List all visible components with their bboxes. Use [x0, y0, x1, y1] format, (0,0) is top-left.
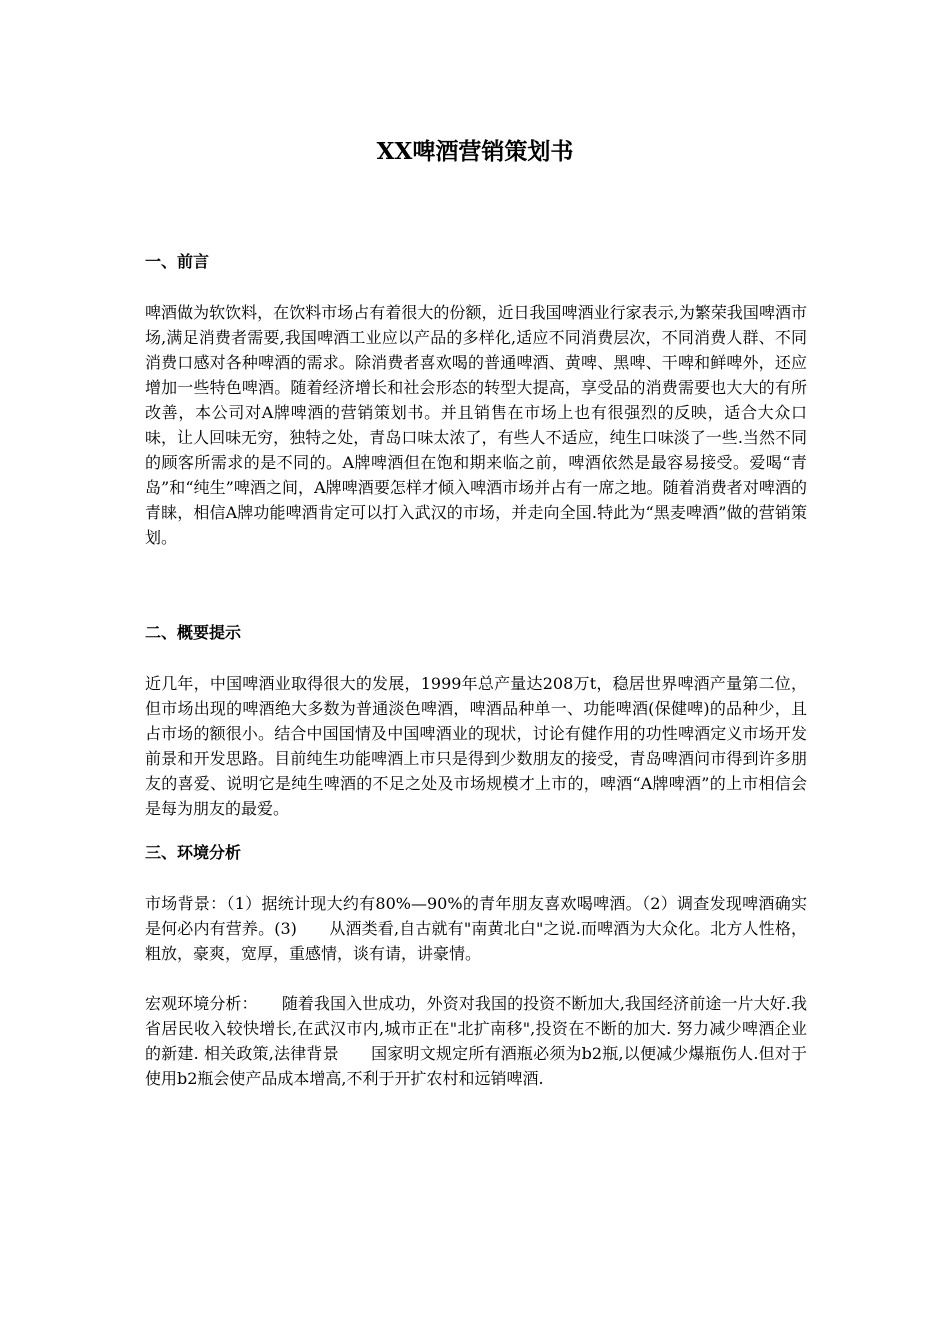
section-paragraph-market-background: 市场背景：（1）据统计现大约有80%—90%的青年朋友喜欢喝啤酒。（2）调查发现啤酒确实是何必内有营养。(3) 从酒类看,自古就有"南黄北白"之说.而啤酒为大众化。北方人性格，粗放，豪爽，宽厚，重感情，谈有请，讲豪情。: [145, 894, 807, 963]
section-heading-preface: 一、前言: [145, 252, 210, 271]
section-heading-environment: 三、环境分析: [145, 843, 242, 862]
section-paragraph-macro-environment: 宏观环境分析： 随着我国入世成功，外资对我国的投资不断加大,我国经济前途一片大好.我省居民收入较快增长,在武汉市内,城市正在"北扩南移",投资在不断的加大. 努力减少啤酒企业的新建. 相关政策,法律背景 国家明文规定所有酒瓶必须为b2瓶,以便减少爆瓶伤人.但对于使用b2瓶会使产品成本增高,不利于开扩农村和远销啤酒.: [145, 994, 807, 1088]
section-paragraph-summary: 近几年，中国啤酒业取得很大的发展，1999年总产量达208万t，稳居世界啤酒产量第二位，但市场出现的啤酒绝大多数为普通淡色啤酒，啤酒品种单一、功能啤酒(保健啤)的品种少，且占市场的额很小。结合中国国情及中国啤酒业的现状，讨论有健作用的功性啤酒定义市场开发前景和开发思路。目前纯生功能啤酒上市只是得到少数朋友的接受，青岛啤酒问市得到许多朋友的喜爱、说明它是纯生啤酒的不足之处及市场规模才上市的，啤酒“A牌啤酒”的上市相信会是每为朋友的最爱。: [145, 674, 807, 818]
document-body: [145, 250, 807, 1091]
section-paragraph-preface: 啤酒做为软饮料，在饮料市场占有着很大的份额，近日我国啤酒业行家表示,为繁荣我国啤酒市场,满足消费者需要,我国啤酒工业应以产品的多样化,适应不同消费层次，不同消费人群、不同消费口感对各种啤酒的需求。除消费者喜欢喝的普通啤酒、黄啤、黑啤、干啤和鲜啤外，还应增加一些特色啤酒。随着经济增长和社会形态的转型大提高，享受品的消费需要也大大的有所改善，本公司对A牌啤酒的营销策划书。并且销售在市场上也有很强烈的反映，适合大众口味，让人回味无穷，独特之处，青岛口味太浓了，有些人不适应，纯生口味淡了一些.当然不同的顾客所需求的是不同的。A牌啤酒但在饱和期来临之前，啤酒依然是最容易接受。爱喝“青岛”和“纯生”啤酒之间，A牌啤酒要怎样才倾入啤酒市场并占有一席之地。随着消费者对啤酒的青睐，相信A牌功能啤酒肯定可以打入武汉的市场，并走向全国.特此为“黑麦啤酒”做的营销策划。: [145, 303, 807, 547]
document-title: XX啤酒营销策划书: [376, 138, 574, 165]
section-heading-summary: 二、概要提示: [145, 623, 242, 642]
